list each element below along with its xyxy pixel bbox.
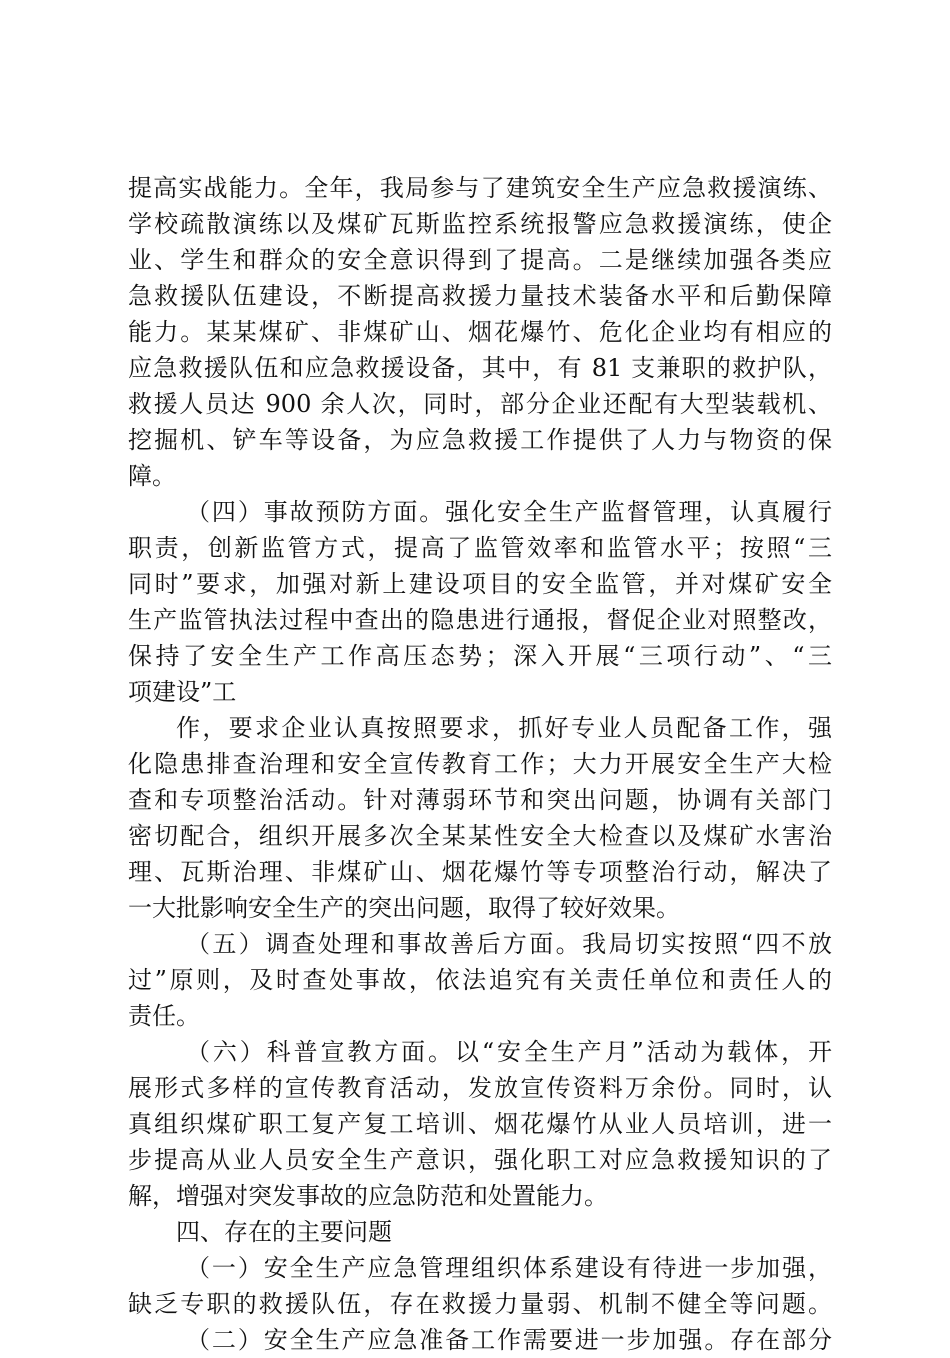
text-line: 一大批影响安全生产的突出问题，取得了较好效果。 xyxy=(128,894,680,922)
text-line: （五）调查处理和事故善后方面。我局切实按照“四不放 xyxy=(186,930,832,958)
text-line: 四、存在的主要问题 xyxy=(176,1218,392,1246)
document-body xyxy=(128,170,832,1358)
text-line: 过”原则，及时查处事故，依法追究有关责任单位和责任人的 xyxy=(128,966,832,994)
text-line: 急救援队伍建设，不断提高救援力量技术装备水平和后勤保障 xyxy=(128,282,832,310)
text-line: （二）安全生产应急准备工作需要进一步加强。存在部分 xyxy=(186,1326,832,1354)
text-line: 解，增强对突发事故的应急防范和处置能力。 xyxy=(128,1182,608,1210)
text-line: 展形式多样的宣传教育活动，发放宣传资料万余份。同时，认 xyxy=(128,1074,832,1102)
text-line: 同时”要求，加强对新上建设项目的安全监管，并对煤矿安全 xyxy=(128,570,832,598)
text-line: 障。 xyxy=(128,462,176,490)
text-line: （四）事故预防方面。强化安全生产监督管理，认真履行 xyxy=(186,498,832,526)
text-line: 责任。 xyxy=(128,1002,200,1030)
text-line: 作，要求企业认真按照要求，抓好专业人员配备工作，强 xyxy=(176,714,832,742)
text-line: （一）安全生产应急管理组织体系建设有待进一步加强， xyxy=(186,1254,832,1282)
text-line: 理、瓦斯治理、非煤矿山、烟花爆竹等专项整治行动，解决了 xyxy=(128,858,832,886)
text-line: 职责，创新监管方式，提高了监管效率和监管水平；按照“三 xyxy=(128,534,832,562)
text-line: 挖掘机、铲车等设备，为应急救援工作提供了人力与物资的保 xyxy=(128,426,832,454)
text-line: 化隐患排查治理和安全宣传教育工作；大力开展安全生产大检 xyxy=(128,750,832,778)
text-line: 学校疏散演练以及煤矿瓦斯监控系统报警应急救援演练，使企 xyxy=(128,210,832,238)
text-line: 提高实战能力。全年，我局参与了建筑安全生产应急救援演练、 xyxy=(128,174,832,202)
text-line: 业、学生和群众的安全意识得到了提高。二是继续加强各类应 xyxy=(128,246,832,274)
text-line: 生产监管执法过程中查出的隐患进行通报，督促企业对照整改， xyxy=(128,606,832,634)
text-line: 应急救援队伍和应急救援设备，其中，有 81 支兼职的救护队， xyxy=(128,354,832,382)
text-line: 能力。某某煤矿、非煤矿山、烟花爆竹、危化企业均有相应的 xyxy=(128,318,832,346)
text-line: 救援人员达 900 余人次，同时，部分企业还配有大型装载机、 xyxy=(128,390,832,418)
text-line: 查和专项整治活动。针对薄弱环节和突出问题，协调有关部门 xyxy=(128,786,832,814)
text-line: 项建设”工 xyxy=(128,678,237,706)
text-line: 密切配合，组织开展多次全某某性安全大检查以及煤矿水害治 xyxy=(128,822,832,850)
text-line: 缺乏专职的救援队伍，存在救援力量弱、机制不健全等问题。 xyxy=(128,1290,832,1318)
text-line: 步提高从业人员安全生产意识，强化职工对应急救援知识的了 xyxy=(128,1146,832,1174)
text-line: （六）科普宣教方面。以“安全生产月”活动为载体，开 xyxy=(186,1038,832,1066)
text-line: 真组织煤矿职工复产复工培训、烟花爆竹从业人员培训，进一 xyxy=(128,1110,832,1138)
text-line: 保持了安全生产工作高压态势；深入开展“三项行动”、“三 xyxy=(128,642,832,670)
